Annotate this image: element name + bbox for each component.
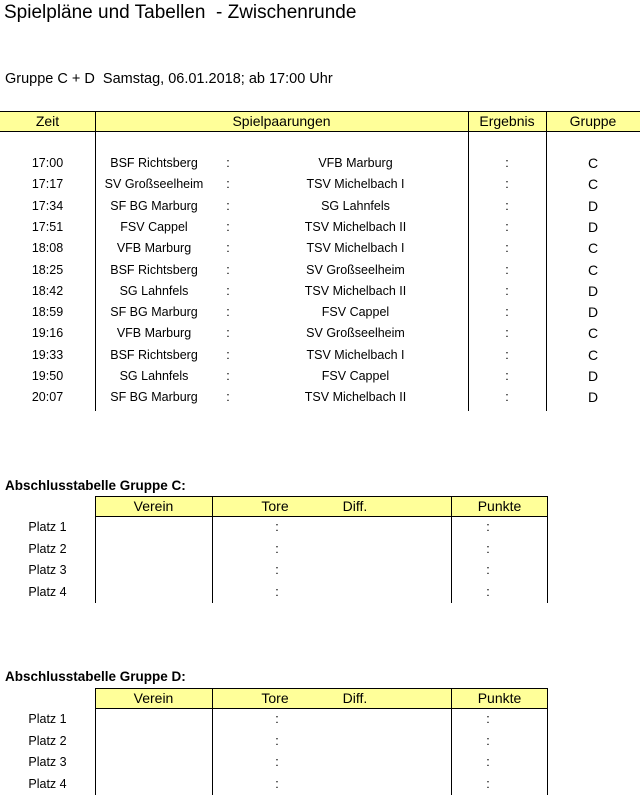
standings-place: Platz 2 xyxy=(28,733,67,748)
standings-goals: : xyxy=(275,776,279,791)
standings-place: Platz 4 xyxy=(28,776,67,791)
header-pairings: Spielpaarungen xyxy=(232,113,331,129)
page-title: Spielpläne und Tabellen - Zwischenrunde xyxy=(4,2,357,23)
header-diff: Diff. xyxy=(342,498,368,514)
away-team: TSV Michelbach I xyxy=(306,177,405,192)
standings-place: Platz 3 xyxy=(28,563,67,577)
match-row xyxy=(0,366,640,387)
standings-goals: : xyxy=(275,520,279,534)
match-row xyxy=(0,153,640,174)
match-group: D xyxy=(587,368,599,384)
match-row xyxy=(0,323,640,344)
header-points: Punkte xyxy=(477,690,522,706)
match-result: : xyxy=(505,347,509,362)
match-time: 17:17 xyxy=(31,177,64,192)
away-team: VFB Marburg xyxy=(318,156,393,170)
away-team: SV Großseelheim xyxy=(306,262,405,277)
final-table-d-title: Abschlusstabelle Gruppe D: xyxy=(5,669,186,684)
standings-row xyxy=(0,731,548,752)
match-row xyxy=(0,302,640,323)
away-team: SG Lahnfels xyxy=(321,198,390,213)
pairing-separator: : xyxy=(226,177,230,192)
home-team: SF BG Marburg xyxy=(110,390,198,405)
match-row xyxy=(0,260,640,281)
match-result: : xyxy=(505,198,509,213)
standings-goals: : xyxy=(275,755,279,769)
pairing-separator: : xyxy=(226,156,230,170)
match-group: C xyxy=(587,325,599,342)
standings-row xyxy=(0,517,548,538)
match-group: D xyxy=(587,389,599,406)
standings-points: : xyxy=(486,563,490,577)
schedule-header-row xyxy=(0,111,640,132)
match-result: : xyxy=(505,177,509,192)
standings-goals: : xyxy=(275,563,279,577)
home-team: BSF Richtsberg xyxy=(110,262,198,277)
match-group: C xyxy=(587,176,599,193)
match-time: 20:07 xyxy=(31,390,64,405)
header-result: Ergebnis xyxy=(479,113,535,129)
away-team: TSV Michelbach I xyxy=(306,347,405,362)
standings-row xyxy=(0,582,548,603)
match-result: : xyxy=(505,326,509,341)
away-team: TSV Michelbach II xyxy=(304,283,407,298)
home-team: SF BG Marburg xyxy=(110,198,198,213)
match-time: 17:34 xyxy=(31,198,64,213)
standings-points: : xyxy=(486,733,490,748)
standings-points: : xyxy=(486,755,490,769)
schedule-table xyxy=(0,111,640,411)
match-result: : xyxy=(505,283,509,298)
final-table-c-title: Abschlusstabelle Gruppe C: xyxy=(5,478,186,493)
home-team: BSF Richtsberg xyxy=(110,156,198,170)
pairing-separator: : xyxy=(226,262,230,277)
match-result: : xyxy=(505,262,509,277)
standings-points: : xyxy=(486,712,490,726)
pairing-separator: : xyxy=(226,219,230,234)
standings-place: Platz 3 xyxy=(28,755,67,769)
match-result: : xyxy=(505,369,509,383)
match-time: 19:50 xyxy=(31,369,64,383)
header-diff: Diff. xyxy=(342,690,368,706)
match-result: : xyxy=(505,305,509,320)
header-points: Punkte xyxy=(477,498,522,514)
home-team: SF BG Marburg xyxy=(110,305,198,320)
match-group: C xyxy=(587,346,599,363)
home-team: FSV Cappel xyxy=(120,219,188,234)
standings-goals: : xyxy=(275,584,279,599)
match-result: : xyxy=(505,156,509,170)
standings-place: Platz 1 xyxy=(28,712,67,726)
away-team: TSV Michelbach I xyxy=(306,241,405,256)
pairing-separator: : xyxy=(226,390,230,405)
match-time: 19:16 xyxy=(31,326,64,341)
pairing-separator: : xyxy=(226,283,230,298)
match-row xyxy=(0,238,640,259)
final-table-header-row xyxy=(95,496,548,517)
home-team: SG Lahnfels xyxy=(119,369,189,383)
standings-goals: : xyxy=(275,733,279,748)
standings-goals: : xyxy=(275,712,279,726)
standings-row xyxy=(0,560,548,581)
final-table-c xyxy=(0,496,548,603)
standings-points: : xyxy=(486,584,490,599)
away-team: TSV Michelbach II xyxy=(304,390,407,405)
standings-row xyxy=(0,539,548,560)
match-group: D xyxy=(587,197,599,214)
home-team: VFB Marburg xyxy=(116,326,192,341)
standings-row xyxy=(0,774,548,795)
standings-place: Platz 4 xyxy=(28,584,67,599)
match-group: D xyxy=(587,218,599,235)
header-club: Verein xyxy=(133,690,174,706)
pairing-separator: : xyxy=(226,326,230,341)
match-row xyxy=(0,196,640,217)
match-time: 19:33 xyxy=(31,347,64,362)
header-goals: Tore xyxy=(261,690,289,706)
standings-goals: : xyxy=(275,541,279,556)
match-time: 18:59 xyxy=(31,305,64,320)
home-team: BSF Richtsberg xyxy=(110,347,198,362)
pairing-separator: : xyxy=(226,241,230,256)
header-goals: Tore xyxy=(261,498,289,514)
match-result: : xyxy=(505,390,509,405)
away-team: FSV Cappel xyxy=(321,369,390,383)
match-row xyxy=(0,387,640,408)
home-team: SV Großseelheim xyxy=(104,177,204,192)
standings-place: Platz 2 xyxy=(28,541,67,556)
pairing-separator: : xyxy=(226,198,230,213)
pairing-separator: : xyxy=(226,347,230,362)
standings-place: Platz 1 xyxy=(28,520,67,534)
match-time: 17:51 xyxy=(31,219,64,234)
match-time: 18:25 xyxy=(31,262,64,277)
match-group: C xyxy=(587,155,599,171)
match-group: D xyxy=(587,282,599,299)
header-group: Gruppe xyxy=(569,113,617,129)
match-row xyxy=(0,281,640,302)
match-row xyxy=(0,174,640,195)
home-team: SG Lahnfels xyxy=(119,283,189,298)
standings-points: : xyxy=(486,520,490,534)
match-group: D xyxy=(587,304,599,321)
match-row xyxy=(0,217,640,238)
standings-row xyxy=(0,752,548,773)
page-subtitle: Gruppe C + D Samstag, 06.01.2018; ab 17:00 Uhr xyxy=(5,71,333,87)
home-team: VFB Marburg xyxy=(116,241,192,256)
match-result: : xyxy=(505,219,509,234)
standings-row xyxy=(0,709,548,730)
standings-points: : xyxy=(486,776,490,791)
away-team: FSV Cappel xyxy=(321,305,390,320)
match-time: 18:42 xyxy=(31,283,64,298)
away-team: TSV Michelbach II xyxy=(304,219,407,234)
final-table-d xyxy=(0,688,548,795)
match-result: : xyxy=(505,241,509,256)
header-time: Zeit xyxy=(35,113,60,129)
match-group: C xyxy=(587,261,599,278)
match-row xyxy=(0,345,640,366)
header-club: Verein xyxy=(133,498,174,514)
match-time: 17:00 xyxy=(31,156,64,170)
standings-points: : xyxy=(486,541,490,556)
match-group: C xyxy=(587,240,599,257)
away-team: SV Großseelheim xyxy=(306,326,405,341)
pairing-separator: : xyxy=(226,369,230,383)
final-table-header-row xyxy=(95,688,548,709)
pairing-separator: : xyxy=(226,305,230,320)
match-time: 18:08 xyxy=(31,241,64,256)
